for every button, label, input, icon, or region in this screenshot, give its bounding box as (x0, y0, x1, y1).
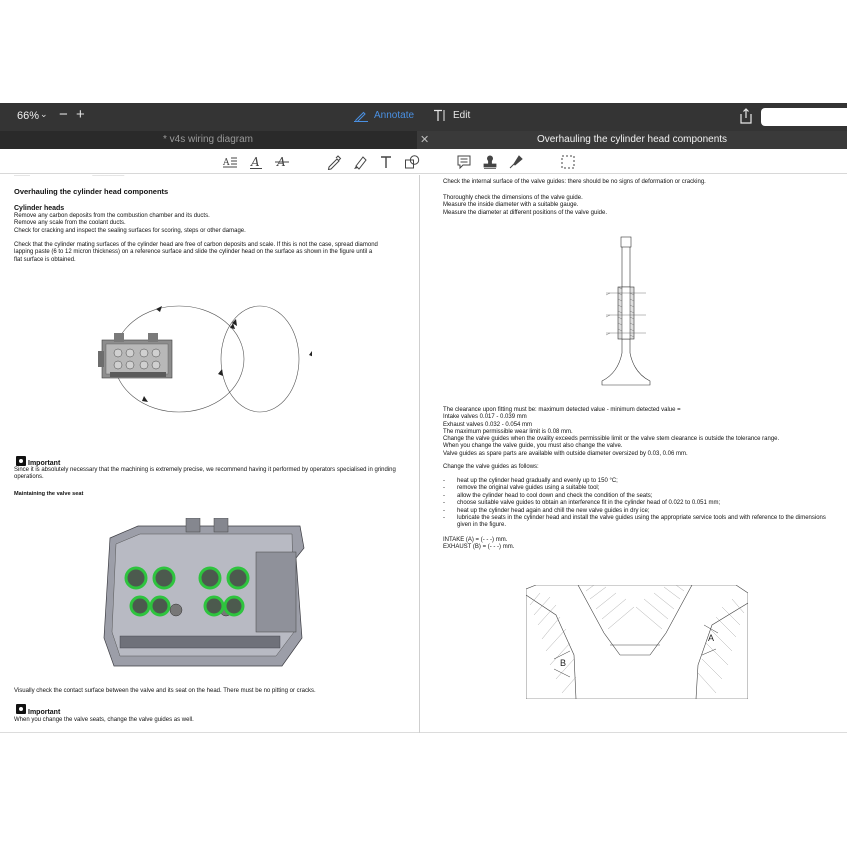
dimension-check-text: Thoroughly check the dimensions of the valve guide. Measure the inside diameter with a suitable gauge. Measure the diameter at different positions of the valve guide. (443, 195, 607, 216)
search-input[interactable] (761, 108, 847, 126)
annotate-label: Annotate (374, 110, 415, 121)
page-header-rule: ———— ———————— (14, 172, 125, 177)
procedure-step: lubricate the seats in the cylinder head and install the valve guides using the appropriate service tools and with reference to the dimensions given in the figure. (457, 515, 826, 529)
annotation-toolbar (0, 149, 847, 174)
cylinder-head-render (98, 333, 172, 378)
svg-text:A: A (223, 158, 230, 168)
list-marker: - (443, 478, 445, 484)
svg-text:A: A (251, 155, 260, 169)
edit-button[interactable] (433, 109, 470, 122)
svg-text:A: A (277, 155, 286, 169)
zoom-level[interactable]: 66% (17, 110, 40, 122)
text-select-icon[interactable] (222, 154, 238, 170)
signature-icon[interactable] (508, 154, 524, 170)
valve-seat-section-figure (526, 585, 748, 699)
important-text-2: When you change the valve seats, change the valve guides as well. (14, 717, 194, 723)
inspect-text: Check the internal surface of the valve guides: there should be no signs of deformation or cracking. (443, 179, 706, 185)
exhaust-dimension: EXHAUST (B) = (- - -) mm. (443, 544, 515, 550)
shapes-icon[interactable] (404, 154, 420, 170)
list-marker: - (443, 507, 445, 514)
text-edit-icon (433, 109, 447, 122)
label-a: A (708, 633, 715, 643)
label-b: B (560, 658, 567, 668)
tab-wiring-diagram[interactable]: * v4s wiring diagram (0, 131, 416, 149)
stamp-icon[interactable] (482, 154, 498, 170)
list-item (443, 478, 838, 485)
procedure-list (443, 478, 838, 530)
section-heading-cylinder-heads: Cylinder heads (14, 205, 65, 212)
zoom-out-button[interactable]: − (59, 106, 68, 123)
pen-icon (354, 109, 368, 122)
zoom-in-button[interactable]: + (76, 106, 85, 123)
annotate-button[interactable] (354, 109, 414, 122)
strikethrough-icon[interactable] (274, 154, 290, 170)
important-icon-2 (16, 704, 26, 714)
app-toolbar (0, 103, 847, 131)
highlight-text-icon[interactable] (248, 154, 264, 170)
list-marker: - (443, 515, 445, 522)
text-box-icon[interactable] (378, 154, 394, 170)
valve-seat-heading: Maintaining the valve seat (14, 491, 84, 497)
list-item (443, 515, 838, 530)
clearance-text: The clearance upon fitting must be: maximum detected value - minimum detected value = Intake valves 0.017 - 0.039 mm Exhaust valves 0.032 - 0.054 mm The maximum permissible wear limit is 0.08 mm. Change the valve guides when the ovality exceeds permissible limit or the valve stem clearance is outside the tolerance range. When you change the valve guide, you must also change the valve. Valve guides as spare parts are available with outside diameter oversized by 0.03, 0.06 mm. (443, 407, 780, 457)
pencil-icon[interactable] (326, 154, 342, 170)
list-item (443, 485, 838, 492)
close-tab-icon[interactable]: ✕ (420, 134, 430, 146)
note-icon[interactable] (456, 154, 472, 170)
share-icon[interactable] (739, 108, 753, 124)
valve-guide-figure (596, 235, 656, 387)
important-icon (16, 456, 26, 466)
list-item (443, 508, 838, 515)
tab-cylinder-head[interactable]: Overhauling the cylinder head components (417, 131, 847, 149)
page-divider (419, 175, 420, 733)
list-item (443, 493, 838, 500)
important-heading: Important (28, 460, 61, 467)
page-title: Overhauling the cylinder head components (14, 187, 169, 196)
intro-text: Remove any carbon deposits from the combustion chamber and its ducts. Remove any scale from the coolant ducts. Check for cracking and inspect the sealing surfaces for scoring, steps or other damage. (14, 213, 246, 234)
lapping-figure (96, 303, 312, 419)
tab-bar (0, 131, 847, 149)
document-viewer[interactable] (0, 172, 847, 733)
important-text: Since it is absolutely necessary that the machining is extremely precise, we recommend having it performed by operators specialised in grinding operations. (14, 467, 396, 481)
zoom-dropdown-chevron-down-icon[interactable]: ⌄ (40, 109, 48, 119)
marker-icon[interactable] (352, 154, 368, 170)
procedure-step: heat up the cylinder head again and chill the new valve guides in dry ice; (457, 507, 650, 514)
valve-seat-figure (100, 518, 310, 674)
change-guides-heading: Change the valve guides as follows: (443, 464, 539, 470)
procedure-step: choose suitable valve guides to obtain an interference fit in the cylinder head of 0.022 to 0.051 mm; (457, 500, 721, 507)
list-marker: - (443, 492, 445, 499)
procedure-step: heat up the cylinder head gradually and evenly up to 150 °C; (457, 478, 618, 484)
select-area-icon[interactable] (560, 154, 576, 170)
important-heading-2: Important (28, 709, 61, 716)
procedure-step: remove the original valve guides using a suitable tool; (457, 485, 600, 492)
list-marker: - (443, 500, 445, 507)
visual-check-text: Visually check the contact surface between the valve and its seat on the head. There must be no pitting or cracks. (14, 688, 316, 694)
procedure-step: allow the cylinder head to cool down and check the condition of the seats; (457, 492, 653, 499)
mating-surface-text: Check that the cylinder mating surfaces of the cylinder head are free of carbon deposits and scale. If this is not the case, spread diamond lapping paste (6 to 12 micron thickness) on a reference surface and slide the cylinder head on the surface as shown in the figure until a flat surface is obtained. (14, 242, 378, 263)
list-item (443, 500, 838, 507)
intake-dimension: INTAKE (A) = (- - -) mm. (443, 537, 508, 543)
edit-label: Edit (453, 110, 471, 121)
list-marker: - (443, 485, 445, 492)
